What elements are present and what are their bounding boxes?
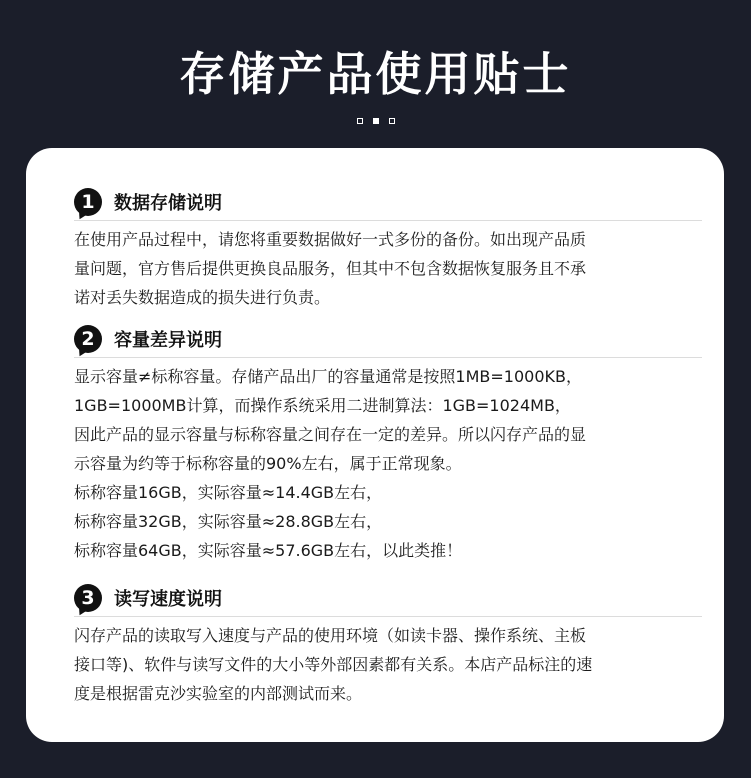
pagination-dot: [389, 118, 395, 124]
section-capacity: [74, 321, 702, 565]
body-line: 闪存产品的读取写入速度与产品的使用环境（如读卡器、操作系统、主板: [74, 626, 587, 645]
page-title: 存储产品使用贴士: [179, 47, 572, 101]
number-badge-icon: 1: [74, 188, 102, 216]
body-line: 标称容量64GB，实际容量≈57.6GB左右，以此类推！: [74, 541, 463, 560]
number-badge-icon: 3: [74, 584, 102, 612]
pagination-dot: [357, 118, 363, 124]
body-line: 因此产品的显示容量与标称容量之间存在一定的差异。所以闪存产品的显: [74, 425, 587, 444]
body-line: 在使用产品过程中，请您将重要数据做好一式多份的备份。如出现产品质: [74, 230, 587, 249]
section-body: [74, 225, 702, 312]
body-line: 显示容量≠标称容量。存储产品出厂的容量通常是按照1MB=1000KB，: [74, 367, 582, 386]
body-line: 量问题，官方售后提供更换良品服务，但其中不包含数据恢复服务且不承: [74, 259, 587, 278]
section-speed: [74, 580, 702, 708]
section-header: [74, 580, 702, 617]
body-line: 度是根据雷克沙实验室的内部测试而来。: [74, 684, 363, 703]
section-body: [74, 362, 702, 565]
body-line: 接口等)、软件与读写文件的大小等外部因素都有关系。本店产品标注的速: [74, 655, 593, 674]
section-title: 读写速度说明: [114, 589, 222, 610]
body-line: 标称容量32GB，实际容量≈28.8GB左右，: [74, 512, 383, 531]
section-body: [74, 621, 702, 708]
body-line: 示容量为约等于标称容量的90%左右，属于正常现象。: [74, 454, 462, 473]
section-title: 数据存储说明: [114, 193, 222, 214]
tips-card: [26, 148, 724, 742]
body-line: 诺对丢失数据造成的损失进行负责。: [74, 288, 331, 307]
body-line: 1GB=1000MB计算，而操作系统采用二进制算法：1GB=1024MB，: [74, 396, 571, 415]
section-header: [74, 321, 702, 358]
body-line: 标称容量16GB，实际容量≈14.4GB左右，: [74, 483, 383, 502]
pagination-dot-active: [373, 118, 379, 124]
section-data-storage: [74, 184, 702, 312]
pagination-dots: [0, 118, 751, 124]
number-badge-icon: 2: [74, 325, 102, 353]
section-header: [74, 184, 702, 221]
section-title: 容量差异说明: [114, 330, 222, 351]
